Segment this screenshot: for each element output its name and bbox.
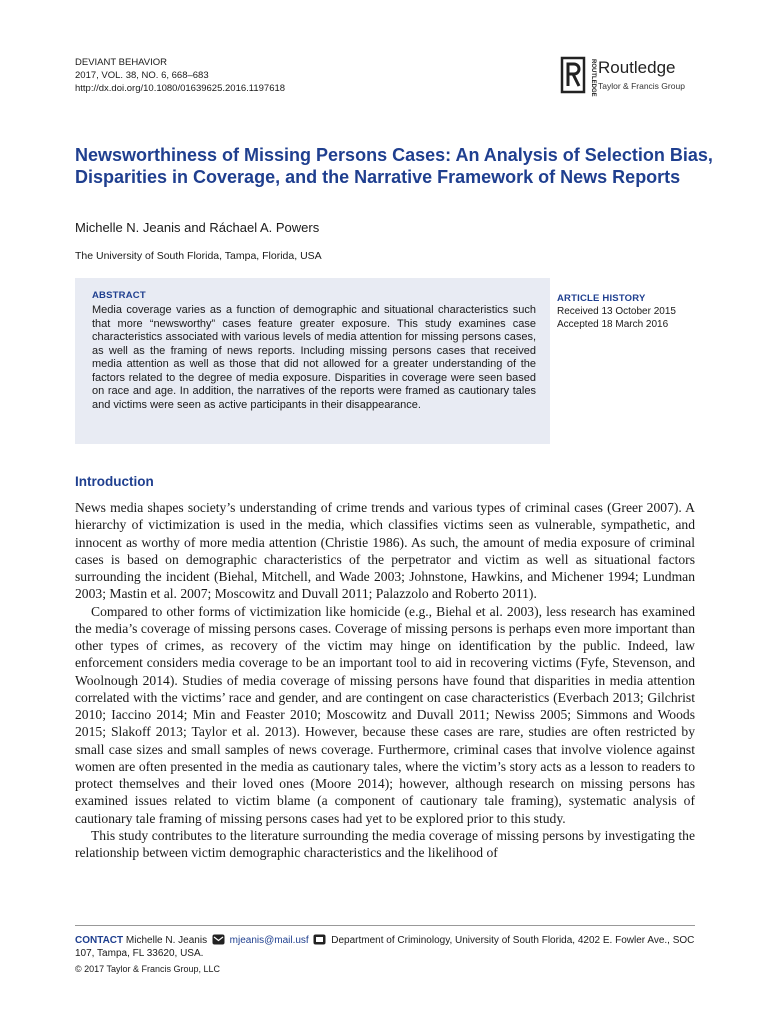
publisher-logo	[560, 54, 710, 100]
volume-info: 2017, VOL. 38, NO. 6, 668–683	[75, 70, 209, 81]
journal-header	[75, 56, 285, 95]
address-icon	[313, 934, 326, 945]
contact-address: Department of Criminology, University of South Florida, 4202 E. Fowler Ave., SOC 107, Tampa, FL 33620, USA.	[75, 935, 695, 959]
accepted-date: Accepted 18 March 2016	[557, 319, 669, 330]
paragraph: News media shapes society’s understanding of crime trends and various types of criminal cases (Greer 2007). A hierarchy of victimization is used in the media, which classifies victims seen as vulnerable, sympathetic, and innocent as worthy of more media attention (Christie 1986). As such, the amount of media exposure of criminal cases is based on demographic characteristics of the perpetrator and victim as well as situational factors surrounding the incident (Biehal, Mitchell, and Wade 2003; Johnstone, Hawkins, and Michener 1994; Lundman 2003; Mastin et al. 2007; Moscowitz and Duvall 2011; Palazzolo and Roberto 2011).	[75, 500, 695, 602]
contact-email[interactable]: mjeanis@mail.usf	[229, 935, 309, 946]
email-icon	[212, 934, 225, 945]
abstract-label: ABSTRACT	[92, 290, 146, 301]
article-title: Newsworthiness of Missing Persons Cases: An Analysis of Selection Bias, Disparities in Coverage, and the Narrative Framework of News Reports	[75, 145, 713, 187]
svg-text:ROUTLEDGE: ROUTLEDGE	[590, 59, 596, 97]
article-history-label: ARTICLE HISTORY	[557, 293, 646, 304]
contact-label: CONTACT	[75, 935, 124, 946]
article-authors: Michelle N. Jeanis and Ráchael A. Powers	[75, 220, 320, 235]
contact-name: Michelle N. Jeanis	[125, 935, 208, 946]
copyright-notice: © 2017 Taylor & Francis Group, LLC	[75, 964, 221, 974]
section-heading-introduction: Introduction	[75, 474, 154, 489]
abstract-text: Media coverage varies as a function of demographic and situational characteristics such that more “newsworthy” cases feature greater exposure. This study examines case characteristics associated with various levels of media attention for missing persons cases, as well as the framing of news reports. Including missing persons cases that received media attention as well as those that did not allowed for a greater understanding of the factors related to the degree of media exposure. Disparities in coverage were seen based on race and age. In addition, the narratives of the reports were framed as cautionary tales and victims were seen as active participants in their disappearance.	[92, 304, 536, 411]
footer-divider	[75, 925, 695, 926]
paragraph: This study contributes to the literature surrounding the media coverage of missing persons by investigating the relationship between victim demographic characteristics and the likelihood of	[75, 827, 695, 860]
introduction-body	[75, 499, 695, 861]
doi-link[interactable]: http://dx.doi.org/10.1080/01639625.2016.1197618	[75, 83, 286, 94]
routledge-r-icon	[560, 56, 586, 94]
contact-info	[75, 934, 695, 960]
publisher-group: Taylor & Francis Group	[598, 81, 685, 91]
publisher-name: Routledge	[598, 58, 676, 77]
received-date: Received 13 October 2015	[557, 306, 676, 317]
paragraph: Compared to other forms of victimization like homicide (e.g., Biehal et al. 2003), less research has examined the media’s coverage of missing persons cases. Coverage of missing persons is perhaps even more important than other types of crimes, as recovery of the victim may hinge on identification by the public. Indeed, law enforcement considers media coverage to be an important tool to aid in recovering victims (Fyfe, Stevenson, and Woolnough 2014). Studies of media coverage of missing persons have found that disparities in media attention correlated with the victims’ race and gender, and are contingent on case characteristics (Everbach 2013; Gilchrist 2010; Iaccino 2014; Min and Feaster 2010; Moscowitz and Duvall 2011; Newiss 2005; Simmons and Woods 2015; Slakoff 2013; Taylor et al. 2013). However, because these cases are rare, studies are often restricted by small case sizes and small samples of news coverage. Furthermore, criminal cases that involve violence against women are often presented in the media as cautionary tales, where the victim’s story acts as a lesson to readers to protect themselves and their loved ones (Moore 2014); however, although research on missing persons has examined issues related to victim blame (a component of cautionary tale framing), systematic analysis of cautionary tale framing of missing persons cases had yet to be explored prior to this study.	[75, 603, 695, 826]
journal-name: DEVIANT BEHAVIOR	[75, 57, 168, 68]
routledge-vertical-wordmark	[586, 58, 594, 98]
author-affiliation: The University of South Florida, Tampa, Florida, USA	[75, 250, 322, 262]
